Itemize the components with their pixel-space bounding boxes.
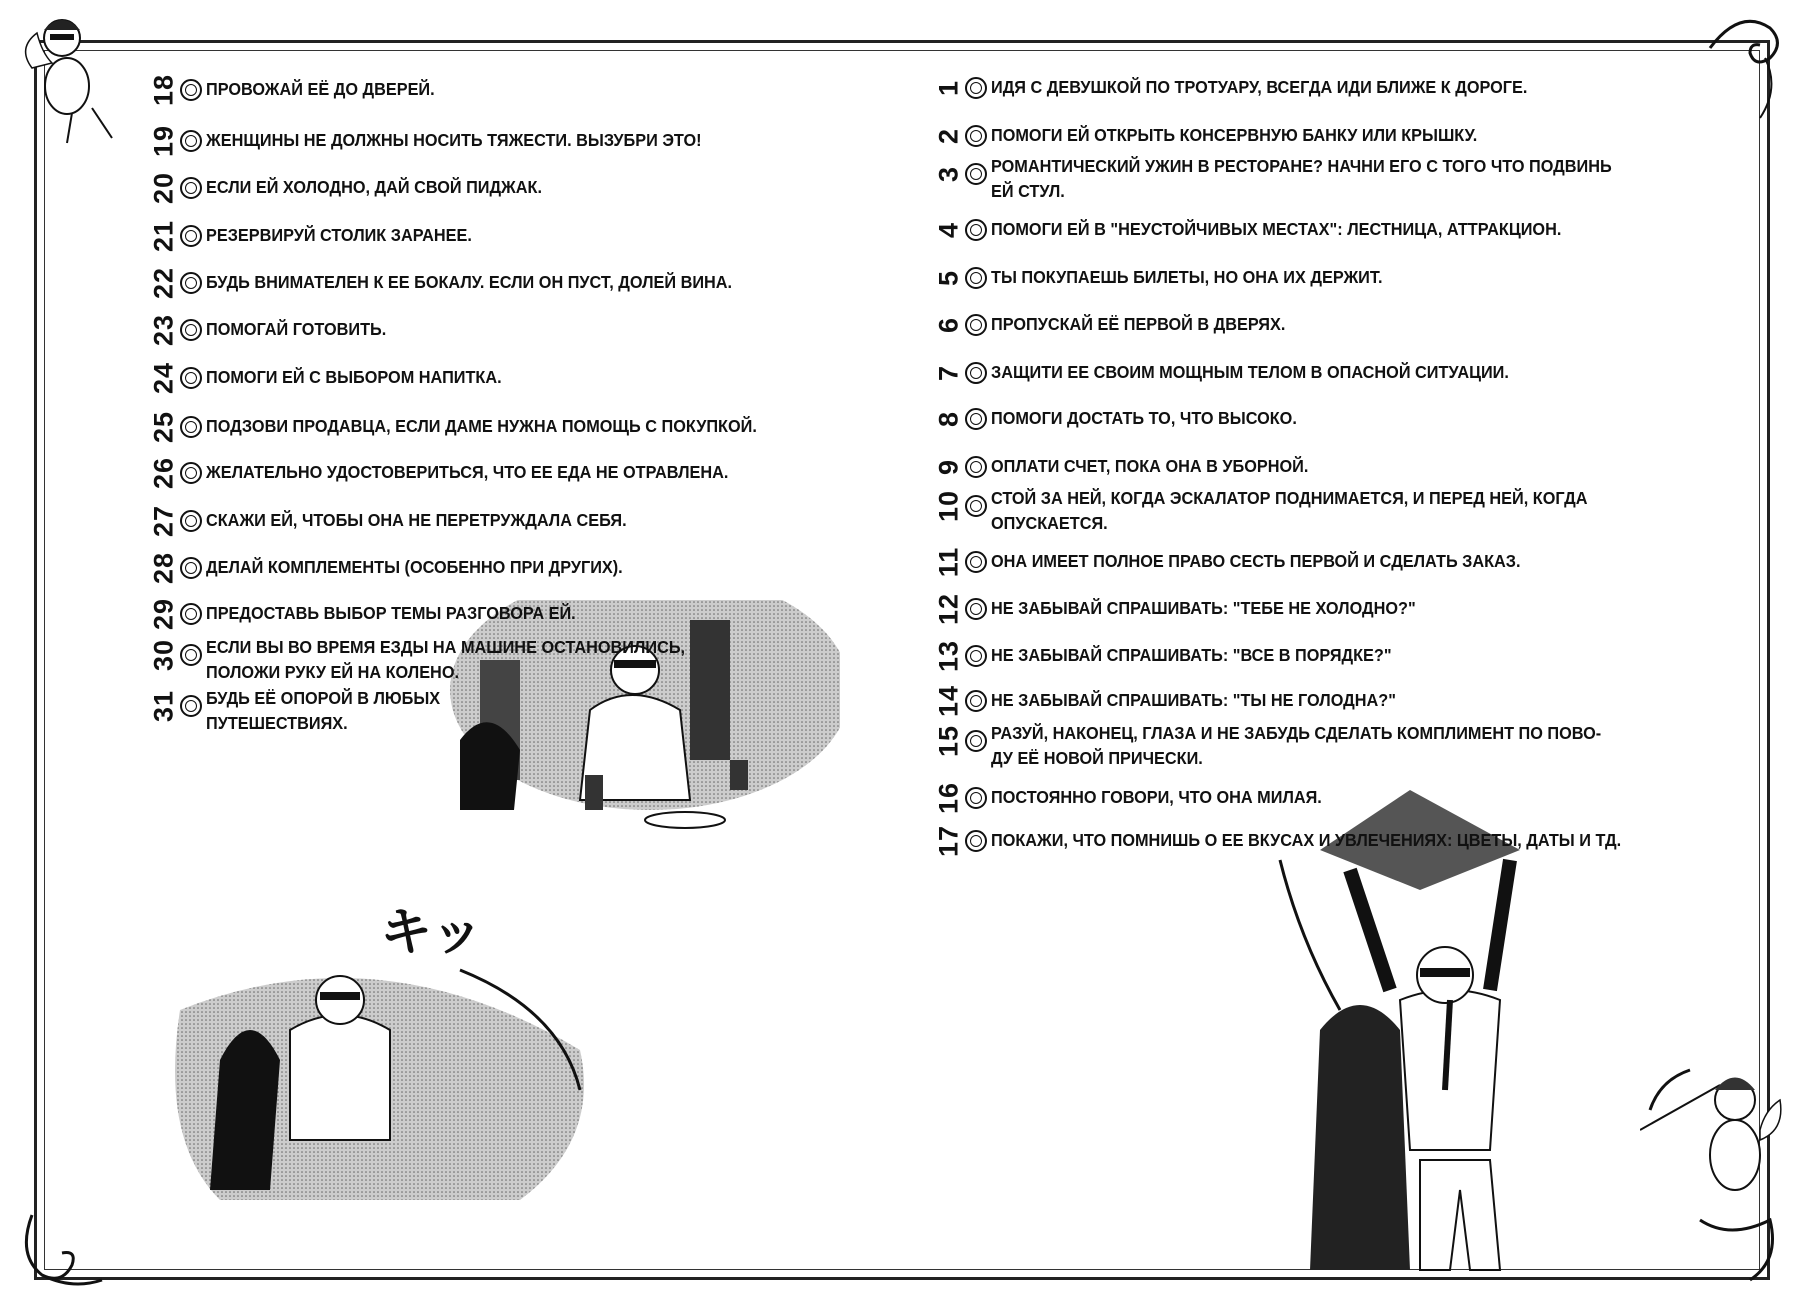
item-text (206, 70, 435, 102)
item-number-text: 10 (933, 489, 964, 523)
item-text (206, 310, 386, 342)
list-item (935, 778, 1347, 818)
item-number-text: 28 (148, 551, 179, 585)
item-number (935, 116, 963, 156)
item-number-text: 31 (148, 689, 179, 723)
item-text-line: ПУТЕШЕСТВИЯХ. (206, 713, 348, 733)
item-text (206, 594, 576, 626)
item-number-text: 9 (933, 458, 964, 476)
item-text-line: ПОКАЖИ, ЧТО ПОМНИШЬ О ЕЕ ВКУСАХ И УВЛЕЧЕНИЯХ: ЦВЕТЫ, ДАТЫ И ТД. (991, 830, 1622, 850)
item-number-text: 25 (148, 410, 179, 444)
item-number (935, 589, 963, 629)
item-text-line: СТОЙ ЗА НЕЙ, КОГДА ЭСКАЛАТОР ПОДНИМАЕТСЯ, И ПЕРЕД НЕЙ, КОГДА (991, 488, 1588, 508)
double-circle-bullet-icon (965, 645, 987, 667)
item-number (935, 721, 963, 761)
item-number-text: 6 (933, 316, 964, 334)
item-text (206, 216, 472, 248)
item-number (150, 635, 178, 675)
item-text (991, 721, 1601, 771)
double-circle-bullet-icon (965, 690, 987, 712)
list-item (935, 542, 1560, 582)
cupid-bottom-right-icon (1640, 1060, 1790, 1290)
item-text (206, 453, 728, 485)
item-text (991, 542, 1521, 574)
item-number (935, 681, 963, 721)
list-item (935, 681, 1426, 721)
item-text-line: ЕЙ СТУЛ. (991, 181, 1065, 201)
item-number-text: 20 (148, 171, 179, 205)
item-text-line: ЖЕЛАТЕЛЬНО УДОСТОВЕРИТЬСЯ, ЧТО ЕЕ ЕДА НЕ ОТРАВЛЕНА. (206, 462, 729, 482)
item-text-line: РЕЗЕРВИРУЙ СТОЛИК ЗАРАНЕЕ. (206, 225, 472, 245)
item-number (935, 305, 963, 345)
item-text-line: НЕ ЗАБЫВАЙ СПРАШИВАТЬ: "ТЫ НЕ ГОЛОДНА?" (991, 690, 1396, 710)
item-text-line: ОПЛАТИ СЧЕТ, ПОКА ОНА В УБОРНОЙ. (991, 456, 1309, 476)
list-item (150, 635, 721, 685)
item-number-text: 26 (148, 456, 179, 490)
double-circle-bullet-icon (965, 730, 987, 752)
item-text-line: НЕ ЗАБЫВАЙ СПРАШИВАТЬ: "ВСЕ В ПОРЯДКЕ?" (991, 645, 1392, 665)
item-text (206, 121, 702, 153)
item-number (150, 70, 178, 110)
item-text-line: ЗАЩИТИ ЕЕ СВОИМ МОЩНЫМ ТЕЛОМ В ОПАСНОЙ СИТУАЦИИ. (991, 362, 1509, 382)
item-text-line: ОПУСКАЕТСЯ. (991, 513, 1108, 533)
double-circle-bullet-icon (965, 408, 987, 430)
list-item (150, 594, 604, 634)
item-text-line: ДЕЛАЙ КОМПЛЕМЕНТЫ (ОСОБЕННО ПРИ ДРУГИХ). (206, 557, 623, 577)
double-circle-bullet-icon (965, 787, 987, 809)
ornament-bottom-left-icon (12, 1205, 112, 1295)
item-number (935, 486, 963, 526)
item-text (991, 778, 1322, 810)
item-text (991, 210, 1561, 242)
item-number (150, 358, 178, 398)
double-circle-bullet-icon (965, 551, 987, 573)
double-circle-bullet-icon (180, 272, 202, 294)
double-circle-bullet-icon (180, 557, 202, 579)
item-number-text: 3 (933, 165, 964, 183)
item-text-line: ИДЯ С ДЕВУШКОЙ ПО ТРОТУАРУ, ВСЕГДА ИДИ БЛИЖЕ К ДОРОГЕ. (991, 77, 1528, 97)
item-text (991, 154, 1612, 204)
ornament-top-right-icon (1700, 8, 1790, 128)
item-number-text: 29 (148, 597, 179, 631)
item-number (935, 210, 963, 250)
cupid-top-left-icon (12, 8, 122, 148)
item-number-text: 12 (933, 592, 964, 626)
item-number (935, 821, 963, 861)
item-number (150, 310, 178, 350)
item-text (206, 407, 757, 439)
item-number (935, 778, 963, 818)
list-item (935, 447, 1332, 487)
item-text-line: ПРЕДОСТАВЬ ВЫБОР ТЕМЫ РАЗГОВОРА ЕЙ. (206, 603, 576, 623)
item-text-line: ЕСЛИ ЕЙ ХОЛОДНО, ДАЙ СВОЙ ПИДЖАК. (206, 177, 542, 197)
double-circle-bullet-icon (965, 362, 987, 384)
item-number (935, 447, 963, 487)
item-number-text: 21 (148, 219, 179, 253)
item-number (150, 407, 178, 447)
item-number-text: 16 (933, 781, 964, 815)
item-number (150, 216, 178, 256)
double-circle-bullet-icon (965, 314, 987, 336)
double-circle-bullet-icon (965, 830, 987, 852)
item-text (991, 821, 1621, 853)
item-text-line: ПОМОГИ ЕЙ ОТКРЫТЬ КОНСЕРВНУЮ БАНКУ ИЛИ КРЫШКУ. (991, 125, 1478, 145)
item-number-text: 8 (933, 410, 964, 428)
item-text (991, 486, 1588, 536)
list-item (935, 399, 1320, 439)
item-number-text: 5 (933, 269, 964, 287)
list-item (150, 407, 798, 447)
item-number (150, 121, 178, 161)
item-text (991, 681, 1396, 713)
item-number (935, 636, 963, 676)
item-text (991, 116, 1477, 148)
item-text (206, 263, 732, 295)
item-text-line: БУДЬ ВНИМАТЕЛЕН К ЕЕ БОКАЛУ. ЕСЛИ ОН ПУСТ, ДОЛЕЙ ВИНА. (206, 272, 733, 292)
item-number-text: 4 (933, 221, 964, 239)
list-item (150, 216, 492, 256)
list-item (935, 68, 1568, 108)
item-number-text: 1 (933, 79, 964, 97)
item-text (206, 635, 685, 685)
item-number-text: 22 (148, 266, 179, 300)
double-circle-bullet-icon (180, 416, 202, 438)
item-text (991, 353, 1509, 385)
list-item (935, 116, 1514, 156)
item-text (206, 548, 623, 580)
list-item (935, 636, 1422, 676)
item-number (935, 258, 963, 298)
list-item (150, 310, 400, 350)
item-text-line: ПОМОГИ ЕЙ С ВЫБОРОМ НАПИТКА. (206, 367, 502, 387)
item-text (991, 589, 1416, 621)
item-number-text: 7 (933, 364, 964, 382)
item-text (991, 636, 1392, 668)
list-item (150, 686, 458, 736)
list-item (935, 154, 1658, 204)
item-text-line: ПОМОГИ ЕЙ В "НЕУСТОЙЧИВЫХ МЕСТАХ": ЛЕСТНИЦА, АТТРАКЦИОН. (991, 219, 1562, 239)
item-text (991, 68, 1527, 100)
item-number-text: 18 (148, 73, 179, 107)
double-circle-bullet-icon (180, 177, 202, 199)
item-text-line: ПРОПУСКАЙ ЕЁ ПЕРВОЙ В ДВЕРЯХ. (991, 314, 1286, 334)
list-item (935, 721, 1647, 771)
double-circle-bullet-icon (965, 219, 987, 241)
double-circle-bullet-icon (180, 367, 202, 389)
item-number (150, 594, 178, 634)
item-text-line: НЕ ЗАБЫВАЙ СПРАШИВАТЬ: "ТЕБЕ НЕ ХОЛОДНО?" (991, 598, 1416, 618)
item-text (206, 358, 502, 390)
item-number-text: 19 (148, 124, 179, 158)
item-number-text: 2 (933, 127, 964, 145)
item-number (150, 453, 178, 493)
item-number (935, 154, 963, 194)
double-circle-bullet-icon (180, 603, 202, 625)
item-text-line: ОНА ИМЕЕТ ПОЛНОЕ ПРАВО СЕСТЬ ПЕРВОЙ И СДЕЛАТЬ ЗАКАЗ. (991, 551, 1521, 571)
item-number (935, 399, 963, 439)
item-number (150, 263, 178, 303)
list-item (935, 589, 1448, 629)
list-item (150, 168, 567, 208)
double-circle-bullet-icon (180, 319, 202, 341)
item-text-line: ПОСТОЯННО ГОВОРИ, ЧТО ОНА МИЛАЯ. (991, 787, 1322, 807)
item-text-line: ЕСЛИ ВЫ ВО ВРЕМЯ ЕЗДЫ НА МАШИНЕ ОСТАНОВИЛИСЬ, (206, 637, 686, 657)
list-item (150, 70, 452, 110)
list-item (150, 453, 768, 493)
list-item (935, 210, 1604, 250)
list-item (935, 486, 1632, 536)
item-number (935, 68, 963, 108)
item-number (935, 353, 963, 393)
item-number-text: 30 (148, 638, 179, 672)
double-circle-bullet-icon (965, 267, 987, 289)
item-text (991, 305, 1285, 337)
item-number (150, 501, 178, 541)
list-item (935, 305, 1308, 345)
item-number-text: 11 (933, 546, 964, 578)
item-number-text: 13 (933, 639, 964, 673)
item-text-line: РАЗУЙ, НАКОНЕЦ, ГЛАЗА И НЕ ЗАБУДЬ СДЕЛАТЬ КОМПЛИМЕНТ ПО ПОВО- (991, 723, 1602, 743)
list-item (935, 258, 1412, 298)
item-text-line: ТЫ ПОКУПАЕШЬ БИЛЕТЫ, НО ОНА ИХ ДЕРЖИТ. (991, 267, 1383, 287)
double-circle-bullet-icon (965, 456, 987, 478)
item-text-line: ПОМОГАЙ ГОТОВИТЬ. (206, 319, 387, 339)
list-item (150, 501, 658, 541)
double-circle-bullet-icon (180, 130, 202, 152)
item-text (206, 501, 627, 533)
double-circle-bullet-icon (965, 598, 987, 620)
double-circle-bullet-icon (965, 77, 987, 99)
list-item (150, 358, 524, 398)
list-item (150, 548, 654, 588)
list-item (935, 821, 1669, 861)
item-number (150, 548, 178, 588)
item-text-line: СКАЖИ ЕЙ, ЧТОБЫ ОНА НЕ ПЕРЕТРУЖДАЛА СЕБЯ. (206, 510, 627, 530)
double-circle-bullet-icon (180, 644, 202, 666)
car-scene-illustration (160, 890, 600, 1210)
item-number-text: 15 (933, 724, 964, 758)
item-text-line: ЖЕНЩИНЫ НЕ ДОЛЖНЫ НОСИТЬ ТЯЖЕСТИ. ВЫЗУБРИ ЭТО! (206, 130, 702, 150)
item-number-text: 23 (148, 313, 179, 347)
item-text-line: РОМАНТИЧЕСКИЙ УЖИН В РЕСТОРАНЕ? НАЧНИ ЕГО С ТОГО ЧТО ПОДВИНЬ (991, 156, 1612, 176)
item-text-line: ПОДЗОВИ ПРОДАВЦА, ЕСЛИ ДАМЕ НУЖНА ПОМОЩЬ С ПОКУПКОЙ. (206, 416, 757, 436)
item-number (935, 542, 963, 582)
list-item (150, 263, 772, 303)
item-text (991, 258, 1383, 290)
double-circle-bullet-icon (180, 510, 202, 532)
item-number-text: 17 (933, 824, 964, 858)
double-circle-bullet-icon (180, 462, 202, 484)
item-text-line: ПОЛОЖИ РУКУ ЕЙ НА КОЛЕНО. (206, 662, 460, 682)
double-circle-bullet-icon (180, 695, 202, 717)
double-circle-bullet-icon (965, 495, 987, 517)
item-text-line: ДУ ЕЁ НОВОЙ ПРИЧЕСКИ. (991, 748, 1203, 768)
item-number-text: 24 (148, 361, 179, 395)
item-text (206, 686, 440, 736)
item-text-line: ПРОВОЖАЙ ЕЁ ДО ДВЕРЕЙ. (206, 79, 435, 99)
item-number-text: 14 (933, 684, 964, 718)
sound-effect-text: キッ (380, 903, 483, 963)
double-circle-bullet-icon (180, 225, 202, 247)
item-text-line: БУДЬ ЕЁ ОПОРОЙ В ЛЮБЫХ (206, 688, 441, 708)
double-circle-bullet-icon (965, 125, 987, 147)
item-number (150, 686, 178, 726)
list-item (150, 121, 739, 161)
item-number-text: 27 (148, 504, 179, 538)
item-text-line: ПОМОГИ ДОСТАТЬ ТО, ЧТО ВЫСОКО. (991, 408, 1297, 428)
double-circle-bullet-icon (180, 79, 202, 101)
list-item (935, 353, 1548, 393)
item-number (150, 168, 178, 208)
item-text (991, 447, 1308, 479)
double-circle-bullet-icon (965, 163, 987, 185)
item-text (206, 168, 542, 200)
item-text (991, 399, 1297, 431)
